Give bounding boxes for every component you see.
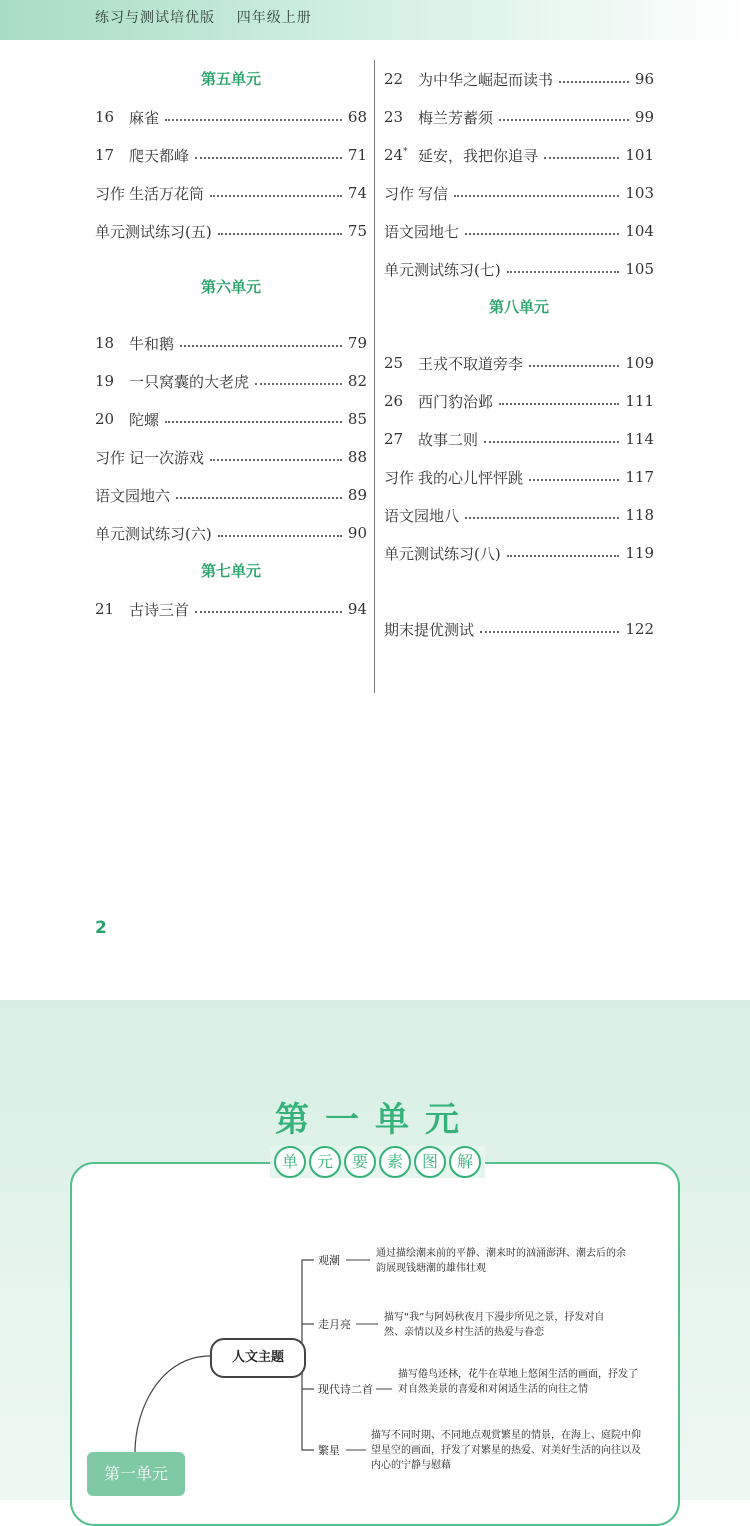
toc-entry[interactable]: [384, 98, 654, 136]
toc-leader-dots: [465, 233, 619, 235]
toc-entry-page: 101: [625, 146, 654, 164]
toc-entry[interactable]: [384, 458, 654, 496]
leaf-label: 繁星: [318, 1444, 340, 1457]
toc-entry-number: [95, 146, 129, 164]
toc-entry-number: [384, 392, 418, 410]
toc-entry[interactable]: [95, 514, 367, 552]
toc-entry-page: 99: [634, 108, 654, 126]
toc-leader-dots: [454, 195, 619, 197]
toc-entry-title: 单元测试练习(六): [95, 524, 212, 543]
toc-entry[interactable]: [384, 610, 654, 648]
toc-entry[interactable]: [95, 590, 367, 628]
toc-entry[interactable]: [95, 98, 367, 136]
toc-entry-page: 111: [625, 392, 654, 410]
toc-entry-title: 爬天都峰: [129, 146, 190, 165]
toc-entry-number: [95, 183, 129, 204]
leaf-label: 观潮: [318, 1254, 340, 1267]
toc-entry-number: [95, 372, 129, 390]
unit-title: 第一单元: [275, 1100, 475, 1140]
toc-entry-number-text: 习作: [95, 184, 126, 203]
toc-entry-title: 麻雀: [129, 108, 160, 127]
panel-badge-char: 解: [449, 1146, 481, 1178]
toc-entry-number-text: 19: [95, 372, 115, 390]
toc-spacer: [384, 572, 654, 610]
toc-entry-page: 96: [634, 70, 654, 88]
book-title: 练习与测试培优版 四年级上册: [95, 10, 312, 26]
toc-entry-title: 为中华之崛起而读书: [418, 70, 554, 89]
toc-entry[interactable]: [384, 174, 654, 212]
toc-entry-title: 记一次游戏: [129, 448, 205, 467]
optional-lesson-mark: *: [403, 147, 408, 157]
toc-entry-title: 牛和鹅: [129, 334, 175, 353]
toc-entry[interactable]: [95, 174, 367, 212]
toc-leader-dots: [499, 119, 629, 121]
toc-entry-number: [95, 108, 129, 126]
leaf-desc: 描写不同时期、不同地点观赏繁星的情景，在海上、庭院中仰望星空的画面，抒发了对繁星的热爱、对美好生活的向往以及内心的宁静与慰藉: [371, 1430, 641, 1471]
toc-entry[interactable]: [95, 324, 367, 362]
toc-entry-title: 写信: [418, 184, 449, 203]
toc-leader-dots: [480, 631, 619, 633]
toc-spacer: [384, 326, 654, 344]
toc-entry-title: 故事二则: [418, 430, 479, 449]
toc-entry-page: 88: [347, 448, 367, 466]
toc-entry-page: 75: [347, 222, 367, 240]
toc-entry-page: 104: [625, 222, 654, 240]
toc-entry-number: [384, 70, 418, 88]
leaf-desc: 描写倦鸟还林，花牛在草地上悠闲生活的画面，抒发了对自然美景的喜爱和对闲适生活的向往之情: [398, 1369, 638, 1395]
toc-entry-title: 一只窝囊的大老虎: [129, 372, 250, 391]
toc-entry-title: 单元测试练习(五): [95, 222, 212, 241]
toc-entry-page: 103: [625, 184, 654, 202]
panel-badge-char: 要: [344, 1146, 376, 1178]
toc-entry-page: 114: [625, 430, 654, 448]
toc-leader-dots: [507, 555, 620, 557]
toc-leader-dots: [218, 535, 342, 537]
toc-spacer: [95, 306, 367, 324]
toc-entry-page: 82: [347, 372, 367, 390]
toc-leader-dots: [465, 517, 619, 519]
panel-badge-char: 素: [379, 1146, 411, 1178]
toc-entry[interactable]: [95, 438, 367, 476]
toc-entry-page: 118: [625, 506, 654, 524]
toc-leader-dots: [195, 611, 342, 613]
unit-heading: 第六单元: [200, 278, 261, 296]
toc-entry-number: [384, 430, 418, 448]
theme-node: 人文主题: [210, 1338, 306, 1378]
toc-leader-dots: [529, 365, 619, 367]
toc-entry-title: 西门豹治邺: [418, 392, 494, 411]
toc-entry-page: 105: [625, 260, 654, 278]
toc-leader-dots: [180, 345, 342, 347]
toc-leader-dots: [529, 479, 619, 481]
toc-entry-title: 单元测试练习(七): [384, 260, 501, 279]
panel-badge-char: 元: [309, 1146, 341, 1178]
toc-leader-dots: [484, 441, 619, 443]
toc-entry-title: 语文园地八: [384, 506, 460, 525]
toc-entry-number-text: 17: [95, 146, 115, 164]
toc-entry-number-text: 27: [384, 430, 404, 448]
mind-map-lines: [0, 1000, 750, 1500]
toc-entry-title: 延安，我把你追寻: [418, 146, 539, 165]
unit-heading: 第八单元: [488, 298, 549, 316]
toc-entry-title: 语文园地七: [384, 222, 460, 241]
toc-entry-title: 陀螺: [129, 410, 160, 429]
toc-entry-page: 74: [347, 184, 367, 202]
toc-entry[interactable]: [95, 136, 367, 174]
toc-entry-number: [95, 447, 129, 468]
toc-entry-number: [384, 183, 418, 204]
toc-entry-page: 89: [347, 486, 367, 504]
toc-entry[interactable]: [95, 400, 367, 438]
leaf-desc: 通过描绘潮来前的平静、潮来时的汹涌澎湃、潮去后的余韵展现钱塘潮的雄伟壮观: [376, 1248, 626, 1274]
toc-entry-page: 94: [347, 600, 367, 618]
toc-entry-number-text: 16: [95, 108, 115, 126]
page-number: 2: [95, 918, 107, 938]
toc-entry-number: [95, 600, 129, 618]
unit-page: [0, 1000, 750, 1500]
toc-entry-number-text: 习作: [95, 448, 126, 467]
toc-entry-number-text: 18: [95, 334, 115, 352]
toc-entry[interactable]: [384, 344, 654, 382]
header-bar: [0, 0, 750, 40]
toc-left-column: [95, 60, 367, 628]
toc-entry-number-text: 21: [95, 600, 115, 618]
toc-leader-dots: [165, 421, 342, 423]
toc-entry-number-text: 25: [384, 354, 404, 372]
toc-entry-title: 期末提优测试: [384, 620, 475, 639]
toc-entry-number-text: 23: [384, 108, 404, 126]
toc-entry-number: [95, 334, 129, 352]
toc-entry[interactable]: [384, 420, 654, 458]
toc-entry-title: 生活万花筒: [129, 184, 205, 203]
toc-entry-page: 90: [347, 524, 367, 542]
toc-entry[interactable]: [384, 382, 654, 420]
toc-entry-number: [384, 467, 418, 488]
toc-leader-dots: [499, 403, 619, 405]
toc-right-column: [384, 60, 654, 648]
toc-entry[interactable]: [95, 212, 367, 250]
toc-leader-dots: [210, 459, 342, 461]
leaf-label: 走月亮: [318, 1318, 351, 1331]
toc-entry-number-text: 26: [384, 392, 404, 410]
toc-entry[interactable]: [384, 250, 654, 288]
leaf-desc: 描写“我”与阿妈秋夜月下漫步所见之景，抒发对自然、亲情以及乡村生活的热爱与眷恋: [384, 1312, 605, 1338]
toc-leader-dots: [507, 271, 620, 273]
toc-entry-number-text: 习作: [384, 184, 415, 203]
toc-entry[interactable]: [95, 476, 367, 514]
toc-leader-dots: [210, 195, 342, 197]
toc-entry-number: [384, 146, 418, 164]
toc-entry[interactable]: [95, 362, 367, 400]
toc-leader-dots: [165, 119, 342, 121]
toc-entry[interactable]: [384, 136, 654, 174]
toc-entry-page: 117: [625, 468, 654, 486]
root-to-theme-line: [135, 1356, 210, 1452]
unit-heading: 第七单元: [200, 562, 261, 580]
root-node: 第一单元: [87, 1452, 185, 1496]
leaf-label: 现代诗二首: [318, 1383, 373, 1396]
toc-entry-title: 古诗三首: [129, 600, 190, 619]
toc-leader-dots: [195, 157, 342, 159]
column-divider: [374, 60, 375, 693]
toc-entry-title: 单元测试练习(八): [384, 544, 501, 563]
toc-entry-page: 68: [347, 108, 367, 126]
toc-leader-dots: [218, 233, 342, 235]
toc-entry-title: 语文园地六: [95, 486, 171, 505]
page-separator: [0, 968, 750, 1000]
toc-entry-page: 119: [625, 544, 654, 562]
toc-entry-number-text: 习作: [384, 468, 415, 487]
panel-badge-char: 单: [274, 1146, 306, 1178]
toc-leader-dots: [176, 497, 342, 499]
toc-entry-number: [384, 108, 418, 126]
toc-leader-dots: [544, 157, 619, 159]
toc-entry-page: 109: [625, 354, 654, 372]
toc-leader-dots: [255, 383, 342, 385]
toc-leader-dots: [559, 81, 629, 83]
toc-entry-page: 79: [347, 334, 367, 352]
toc-entry-number: [384, 354, 418, 372]
toc-entry[interactable]: [384, 60, 654, 98]
toc-entry-number-text: 24: [384, 146, 404, 164]
panel-badge-char: 图: [414, 1146, 446, 1178]
toc-entry[interactable]: [384, 212, 654, 250]
toc-entry-title: 王戎不取道旁李: [418, 354, 524, 373]
toc-entry-page: 122: [625, 620, 654, 638]
toc-entry-page: 85: [347, 410, 367, 428]
toc-entry-number: [95, 410, 129, 428]
unit-heading: 第五单元: [200, 70, 261, 88]
toc-spacer: [95, 250, 367, 268]
toc-entry[interactable]: [384, 534, 654, 572]
toc-entry-page: 71: [347, 146, 367, 164]
toc-entry-title: 我的心儿怦怦跳: [418, 468, 524, 487]
toc-entry-number-text: 22: [384, 70, 404, 88]
toc-entry-title: 梅兰芳蓄须: [418, 108, 494, 127]
toc-entry-number-text: 20: [95, 410, 115, 428]
toc-entry[interactable]: [384, 496, 654, 534]
